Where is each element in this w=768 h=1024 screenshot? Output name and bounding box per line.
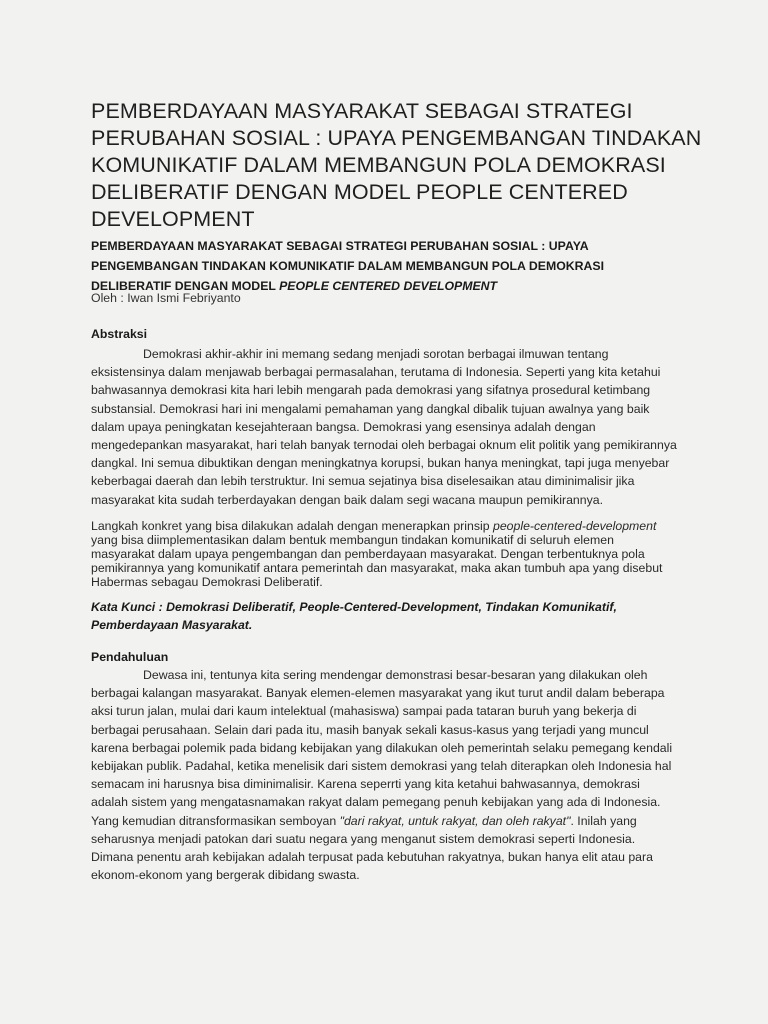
subtitle-italic-text: PEOPLE CENTERED DEVELOPMENT	[279, 279, 498, 293]
keywords: Kata Kunci : Demokrasi Deliberatif, People-Centered-Development, Tindakan Komunikatif, Pemberdayaan Masyarakat.	[91, 600, 617, 632]
abstract-paragraph-2-text-b: yang bisa diimplementasikan dalam bentuk membangun tindakan komunikatif di seluruh elemen masyarakat dalam upaya pengembangan dan pemberdayaan masyarakat. Dengan terbentuknya pola pemikirannya yang komunikatif antara pemerintah dan masyarakat, maka akan tumbuh apa yang disebut Habermas sebagau Demokrasi Deliberatif.	[91, 533, 663, 589]
abstract-paragraph-1-text: Demokrasi akhir-akhir ini memang sedang menjadi sorotan berbagai ilmuwan tentang eksistensinya dalam menjawab berbagai permasalahan, terutama di Indonesia. Seperti yang kita ketahui bahwasannya demokrasi kita hari lebih mengarah pada demokrasi yang sifatnya prosedural ketimbang substansial. Demokrasi hari ini mengalami pemahaman yang dangkal dibalik tujuan awalnya yang baik dalam upaya peningkatan kesejahteraan bangsa. Demokrasi yang esensinya adalah dengan mengedepankan masyarakat, hari telah banyak ternodai oleh berbagai oknum elit politik yang pemikirannya dangkal. Ini semua dibuktikan dengan meningkatnya korupsi, bukan hanya meningkat, tapi juga menyebar keberbagai daerah dan lebih terstruktur. Ini semua sejatinya bisa diselesaikan atau diminimalisir jika masyarakat kita sudah terberdayakan dengan baik dalam segi wacana maupun pemikirannya.	[91, 347, 677, 507]
document-title: PEMBERDAYAAN MASYARAKAT SEBAGAI STRATEGI PERUBAHAN SOSIAL : UPAYA PENGEMBANGAN TINDAKAN KOMUNIKATIF DALAM MEMBANGUN POLA DEMOKRASI DELIBERATIF DENGAN MODEL PEOPLE CENTERED DEVELOPMENT	[91, 99, 702, 231]
introduction-quote: "dari rakyat, untuk rakyat, dan oleh rakyat"	[339, 813, 571, 828]
abstract-paragraph-2-text-a: Langkah konkret yang bisa dilakukan adalah dengan menerapkan prinsip	[91, 519, 493, 533]
abstract-paragraph-2	[91, 519, 679, 589]
author-line: Oleh : Iwan Ismi Febriyanto	[91, 291, 241, 305]
introduction-text-b: . Inilah yang seharusnya menjadi patokan dari suatu negara yang menganut sistem demokrasi seperti Indonesia. Dimana penentu arah kebijakan adalah terpusat pada kebutuhan rakyatnya, bukan hanya elit atau para ekonom-ekonom yang bergerak dibidang swasta.	[91, 813, 653, 883]
abstract-heading: Abstraksi	[91, 327, 148, 341]
document-subtitle	[91, 236, 681, 296]
introduction-heading: Pendahuluan	[91, 650, 169, 664]
subtitle-text: PEMBERDAYAAN MASYARAKAT SEBAGAI STRATEGI PERUBAHAN SOSIAL : UPAYA PENGEMBANGAN TINDAKAN KOMUNIKATIF DALAM MEMBANGUN POLA DEMOKRASI DELIBERATIF DENGAN MODEL	[91, 239, 605, 293]
abstract-paragraph-2-italic: people-centered-development	[492, 519, 657, 533]
abstract-paragraph-1	[91, 345, 679, 509]
introduction-text-a: Dewasa ini, tentunya kita sering mendengar demonstrasi besar-besaran yang dilakukan oleh berbagai kalangan masyarakat. Banyak elemen-elemen masyarakat yang ikut turut andil dalam beberapa aksi turun jalan, mulai dari kaum intelektual (mahasiswa) sampai pada tataran buruh yang bekerja di berbagai perusahaan. Selain dari pada itu, masih banyak sekali kasus-kasus yang terjadi yang muncul karena berbagai polemik pada bidang kebijakan yang dilakukan oleh pemerintah selaku pemegang kendali kebijakan publik. Padahal, ketika menelisik dari sistem demokrasi yang telah diterapkan oleh Indonesia hal semacam ini harusnya bisa diminimalisir. Karena seperrti yang kita ketahui bahwasannya, demokrasi adalah sistem yang mengatasnamakan rakyat dalam pemegang penuh kebijakan yang ada di Indonesia. Yang kemudian ditransformasikan semboyan	[91, 668, 673, 828]
introduction-paragraph	[91, 666, 679, 884]
